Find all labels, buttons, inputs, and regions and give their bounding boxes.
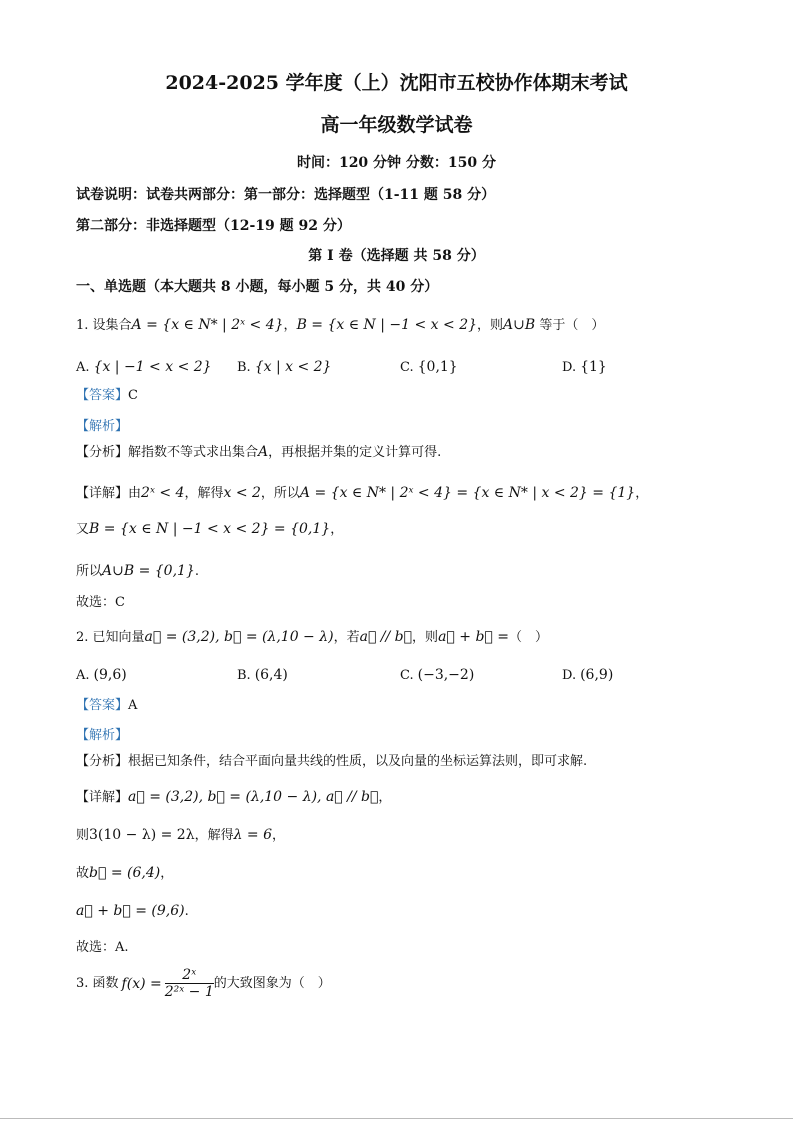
q1-prefix: 1. 设集合 [76,318,132,333]
q2-detail-line-2: 则3(10 − λ) = 2λ，解得λ = 6， [76,827,286,843]
q2-option-d: D. (6,9) [562,667,614,683]
question-3-stem: 3. 函数 f(x) = $\frac{\text{2ˣ}}{\text{2²ˣ − 1}}$ 的大致图象为（ ） [76,967,331,1000]
page-subtitle: 高一年级数学试卷 [320,114,473,136]
q1-union: A∪B [503,317,536,333]
q1-then: ，则 [477,318,504,333]
q3-fraction: $\frac{\text{2ˣ}}{\text{2²ˣ − 1}}$ [164,967,214,1000]
q1-option-c: C. {0,1} [400,359,458,375]
q1-detail-line-2: 又B = {x ∈ N | −1 < x < 2} = {0,1}， [76,521,344,537]
question-1-stem [76,318,604,332]
q1-option-d: D. {1} [562,359,607,375]
question-2-stem: 2. 已知向量a⃗ = (3,2), b⃗ = (λ,10 − λ)，若a⃗ // b⃗，则a⃗ + b⃗ =（ ） [76,629,549,645]
q2-option-b: B. (6,4) [237,667,288,683]
note-line-1: 试卷说明：试卷共两部分：第一部分：选择题型（1-11 题 58 分） [76,187,496,203]
q2-detail-line-4: a⃗ + b⃗ = (9,6). [76,903,189,919]
q1-answer: 【答案】C [76,388,138,403]
q1-set-a: A = {x ∈ N* | 2ˣ < 4} [131,317,284,333]
q1-option-a: A. {x | −1 < x < 2} [76,359,212,375]
q1-option-b: B. {x | x < 2} [237,359,332,375]
q1-set-b: B = {x ∈ N | −1 < x < 2} [296,317,478,333]
note-line-2: 第二部分：非选择题型（12-19 题 92 分） [76,218,351,234]
q1-fenxi: 【分析】解指数不等式求出集合A，再根据并集的定义计算可得. [76,444,442,460]
q1-detail-line-3: 所以A∪B = {0,1}. [76,563,199,579]
q2-answer: 【答案】A [76,698,138,713]
q2-choose: 故选：A. [76,940,129,955]
q1-choose: 故选：C [76,595,125,610]
page-title: 2024-2025 学年度（上）沈阳市五校协作体期末考试 [165,72,628,94]
section-heading: 一、单选题（本大题共 8 小题，每小题 5 分，共 40 分） [76,279,439,295]
q2-detail-line-3: 故b⃗ = (6,4)， [76,865,174,881]
page-bottom-rule [0,1118,793,1119]
q1-detail-line-1: 【详解】由2ˣ < 4，解得x < 2，所以A = {x ∈ N* | 2ˣ < 4} = {x ∈ N* | x < 2} = {1}， [76,485,649,501]
q2-detail-line-1: 【详解】a⃗ = (3,2), b⃗ = (λ,10 − λ), a⃗ // b⃗， [76,789,392,805]
q2-option-a: A. (9,6) [76,667,127,683]
q2-fenxi: 【分析】根据已知条件，结合平面向量共线的性质，以及向量的坐标运算法则，即可求解. [76,754,588,769]
volume-heading: 第 I 卷（选择题 共 58 分） [308,248,485,264]
time-info: 时间：120 分钟 分数：150 分 [296,155,497,171]
q1-comma: ， [283,318,297,333]
q2-option-c: C. (−3,−2) [400,667,475,683]
q1-equals: 等于（ ） [539,318,605,333]
q1-analysis-tag: 【解析】 [76,419,129,434]
q2-analysis-tag: 【解析】 [76,728,129,743]
